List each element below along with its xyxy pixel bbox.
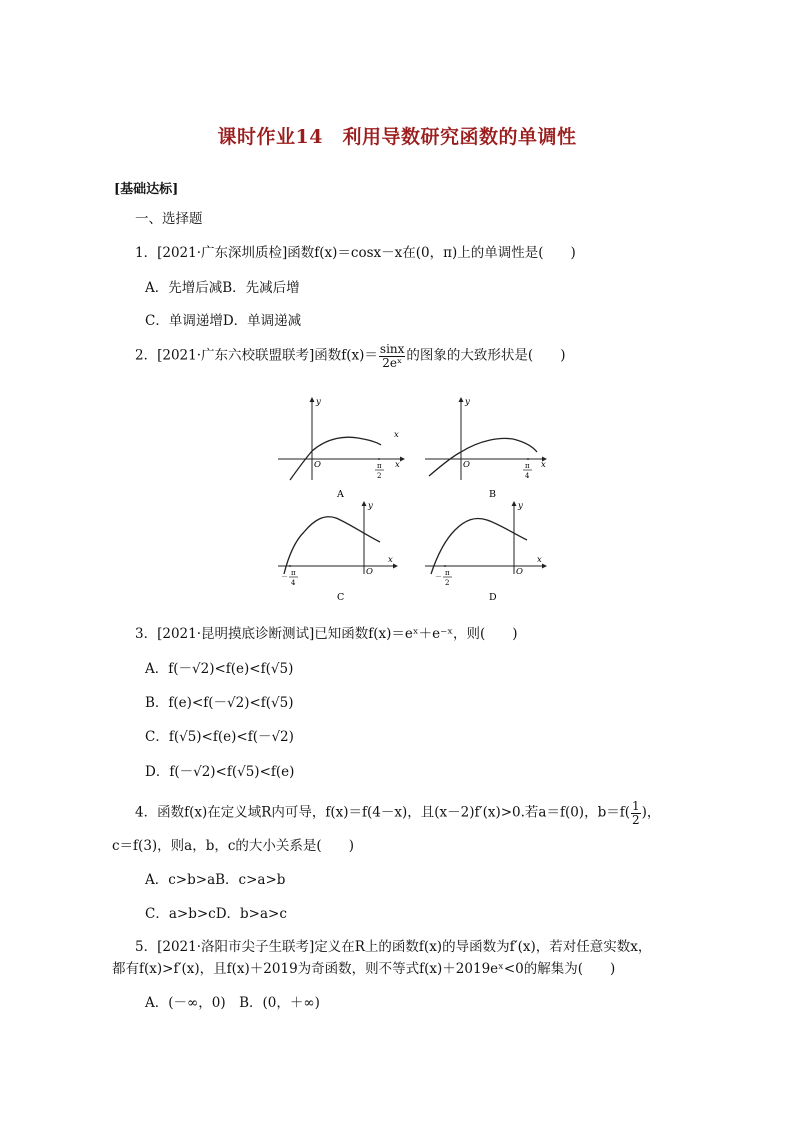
q1-options-cd: C．单调递增D．单调递减 (145, 313, 302, 329)
y-axis-label: y (316, 397, 321, 407)
section-label: [基础达标] (114, 182, 179, 197)
q3-stem: 3．[2021·昆明摸底诊断测试]已知函数f(x)＝eˣ＋e⁻ˣ，则( ) (135, 626, 518, 642)
y-axis-arrow (362, 501, 367, 506)
q2-fraction (379, 343, 406, 369)
graph-caption: A (337, 489, 344, 500)
q4-options-ab: A．c>b>aB．c>a>b (145, 872, 286, 888)
q4-fraction-den: 2 (631, 812, 640, 827)
x-axis-arrow (542, 564, 547, 569)
tick-numerator: π (525, 462, 530, 470)
y-axis-label: y (368, 501, 373, 511)
y-axis-arrow (310, 397, 315, 402)
tick-denominator: 4 (525, 472, 530, 480)
function-curve (429, 438, 537, 476)
q5-stem-continued: 都有f(x)>f′(x)，且f(x)＋2019为奇函数，则不等式f(x)＋2019eˣ<0的解集为( ) (112, 961, 616, 977)
q1-stem: 1．[2021·广东深圳质检]函数f(x)＝cosx－x在(0，π)上的单调性是( ) (135, 245, 576, 261)
graph-a (278, 394, 408, 502)
origin-label: O (366, 567, 373, 577)
x-label: x (394, 430, 399, 440)
tick-numerator: π (445, 569, 450, 577)
function-curve (284, 517, 380, 574)
x-axis-arrow (393, 564, 398, 569)
origin-label: O (516, 567, 523, 577)
x-axis-label: x (541, 460, 546, 470)
tick-numerator: π (291, 569, 296, 577)
graph-d (425, 494, 555, 604)
x-axis-label: x (388, 555, 393, 565)
q3-option-b: B．f(e)<f(－√2)<f(√5) (145, 695, 294, 711)
q5-stem: 5．[2021·洛阳市尖子生联考]定义在R上的函数f(x)的导函数为f′(x)，若对任意实数x， (135, 939, 652, 955)
q3-option-d: D．f(－√2)<f(√5)<f(e) (145, 764, 295, 780)
tick-sign: － (281, 573, 288, 581)
q3-option-c: C．f(√5)<f(e)<f(－√2) (145, 729, 294, 745)
x-axis-label: x (395, 460, 400, 470)
q4-stem-continued: c＝f(3)，则a，b，c的大小关系是( ) (112, 838, 354, 854)
q4-stem-start: 4．函数f(x)在定义域R内可导，f(x)＝f(4－x)，且(x－2)f′(x)>0.若a＝f(0)，b＝f( (135, 804, 630, 821)
tick-denominator: 2 (377, 472, 382, 480)
origin-label: O (463, 460, 470, 470)
tick-sign: － (435, 573, 442, 581)
q1-options-ab: A．先增后减B．先减后增 (145, 280, 300, 296)
y-axis-arrow (459, 397, 464, 402)
q2-stem (135, 343, 565, 369)
q2-fraction-num: sinx (379, 342, 405, 356)
q3-option-a: A．f(－√2)<f(e)<f(√5) (145, 661, 294, 677)
q5-options-ab: A．(－∞，0) B．(0，＋∞) (145, 995, 320, 1011)
q4-stem (135, 800, 660, 826)
page-title: 课时作业14 利用导数研究函数的单调性 (217, 126, 577, 148)
q2-stem-end: 的图象的大致形状是( ) (406, 347, 566, 364)
q4-stem-end: )， (641, 804, 661, 821)
tick-denominator: 2 (445, 579, 450, 587)
y-axis-label: y (465, 397, 470, 407)
origin-label: O (314, 460, 321, 470)
q4-options-cd: C．a>b>cD．b>a>c (145, 906, 287, 922)
y-axis-label: y (518, 501, 523, 511)
x-axis-arrow (400, 457, 405, 462)
q2-stem-start: 2．[2021·广东六校联盟联考]函数f(x)＝ (135, 347, 378, 364)
x-axis-label: x (537, 555, 542, 565)
tick-denominator: 4 (291, 579, 296, 587)
y-axis-arrow (512, 501, 517, 506)
section-heading: 一、选择题 (135, 211, 203, 227)
tick-numerator: π (377, 462, 382, 470)
graph-caption: D (489, 592, 497, 603)
q2-fraction-den: 2eˣ (382, 355, 403, 370)
graph-caption: C (337, 592, 345, 603)
q4-fraction (631, 800, 641, 826)
graph-b (425, 394, 555, 502)
graph-caption: B (489, 489, 496, 500)
graph-c (278, 494, 408, 604)
q4-fraction-num: 1 (631, 799, 640, 813)
